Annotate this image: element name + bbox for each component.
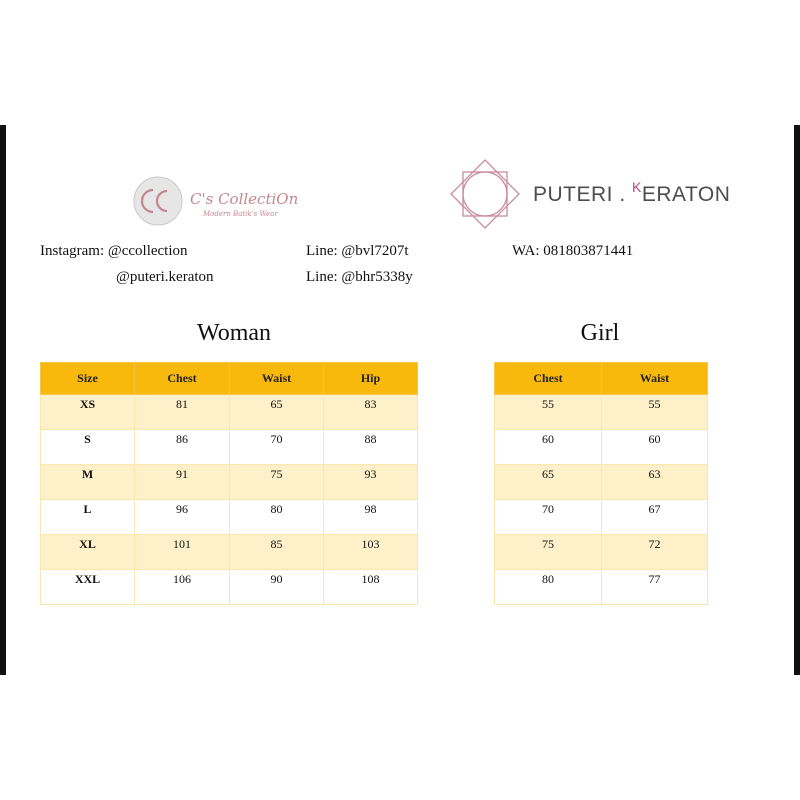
measurement-cell: 65 — [495, 465, 602, 500]
column-header: Waist — [230, 363, 324, 395]
size-label: L — [41, 500, 135, 535]
cs-brand-name: C's CollectiOn — [190, 190, 299, 208]
table-row — [41, 465, 418, 500]
size-label: XL — [41, 535, 135, 570]
measurement-cell: 65 — [230, 395, 324, 430]
woman-body — [41, 395, 418, 605]
left-border — [0, 125, 6, 675]
girl-title: Girl — [580, 320, 620, 346]
measurement-cell: 96 — [135, 500, 230, 535]
woman-header-row — [41, 363, 418, 395]
table-row — [495, 570, 708, 605]
pk-name-end: ERATON — [641, 183, 731, 206]
measurement-cell: 98 — [324, 500, 418, 535]
table-row — [495, 500, 708, 535]
measurement-cell: 81 — [135, 395, 230, 430]
cs-monogram-icon — [115, 160, 185, 235]
measurement-cell: 85 — [230, 535, 324, 570]
table-row — [495, 430, 708, 465]
pk-name-k: K — [632, 179, 642, 195]
measurement-cell: 108 — [324, 570, 418, 605]
size-label: S — [41, 430, 135, 465]
measurement-cell: 86 — [135, 430, 230, 465]
woman-size-table — [40, 362, 418, 605]
contact-instagram-2: @puteri.keraton — [116, 269, 214, 285]
table-row — [495, 465, 708, 500]
measurement-cell: 60 — [495, 430, 602, 465]
table-row — [495, 395, 708, 430]
cs-brand-tagline: Modern Batik's Wear — [203, 210, 278, 218]
measurement-cell: 60 — [602, 430, 708, 465]
measurement-cell: 101 — [135, 535, 230, 570]
contact-instagram-1: Instagram: @ccollection — [40, 243, 188, 259]
contact-wa: WA: 081803871441 — [512, 243, 634, 259]
contact-line-1: Line: @bvl7207t — [306, 243, 409, 259]
measurement-cell: 72 — [602, 535, 708, 570]
size-label: XXL — [41, 570, 135, 605]
measurement-cell: 63 — [602, 465, 708, 500]
measurement-cell: 67 — [602, 500, 708, 535]
column-header: Chest — [135, 363, 230, 395]
column-header: Waist — [602, 363, 708, 395]
puteri-keraton-logo — [448, 157, 731, 231]
pk-name-start: PUTERI . — [533, 183, 633, 206]
measurement-cell: 91 — [135, 465, 230, 500]
measurement-cell: 90 — [230, 570, 324, 605]
pk-brand-name — [533, 179, 731, 207]
table-row — [41, 500, 418, 535]
table-row — [41, 430, 418, 465]
table-row — [41, 535, 418, 570]
girl-body — [495, 395, 708, 605]
table-row — [41, 395, 418, 430]
measurement-cell: 88 — [324, 430, 418, 465]
measurement-cell: 75 — [495, 535, 602, 570]
column-header: Chest — [495, 363, 602, 395]
woman-title: Woman — [196, 320, 272, 346]
table-row — [41, 570, 418, 605]
measurement-cell: 70 — [230, 430, 324, 465]
size-label: M — [41, 465, 135, 500]
pk-diamond-icon — [448, 157, 522, 231]
measurement-cell: 75 — [230, 465, 324, 500]
measurement-cell: 77 — [602, 570, 708, 605]
table-row — [495, 535, 708, 570]
girl-header-row — [495, 363, 708, 395]
size-label: XS — [41, 395, 135, 430]
measurement-cell: 80 — [495, 570, 602, 605]
measurement-cell: 103 — [324, 535, 418, 570]
column-header: Size — [41, 363, 135, 395]
measurement-cell: 106 — [135, 570, 230, 605]
measurement-cell: 80 — [230, 500, 324, 535]
measurement-cell: 55 — [602, 395, 708, 430]
measurement-cell: 70 — [495, 500, 602, 535]
right-border — [794, 125, 800, 675]
cs-collection-logo — [115, 160, 315, 235]
contact-line-2: Line: @bhr5338y — [306, 269, 413, 285]
column-header: Hip — [324, 363, 418, 395]
measurement-cell: 55 — [495, 395, 602, 430]
girl-size-table — [494, 362, 708, 605]
measurement-cell: 83 — [324, 395, 418, 430]
measurement-cell: 93 — [324, 465, 418, 500]
